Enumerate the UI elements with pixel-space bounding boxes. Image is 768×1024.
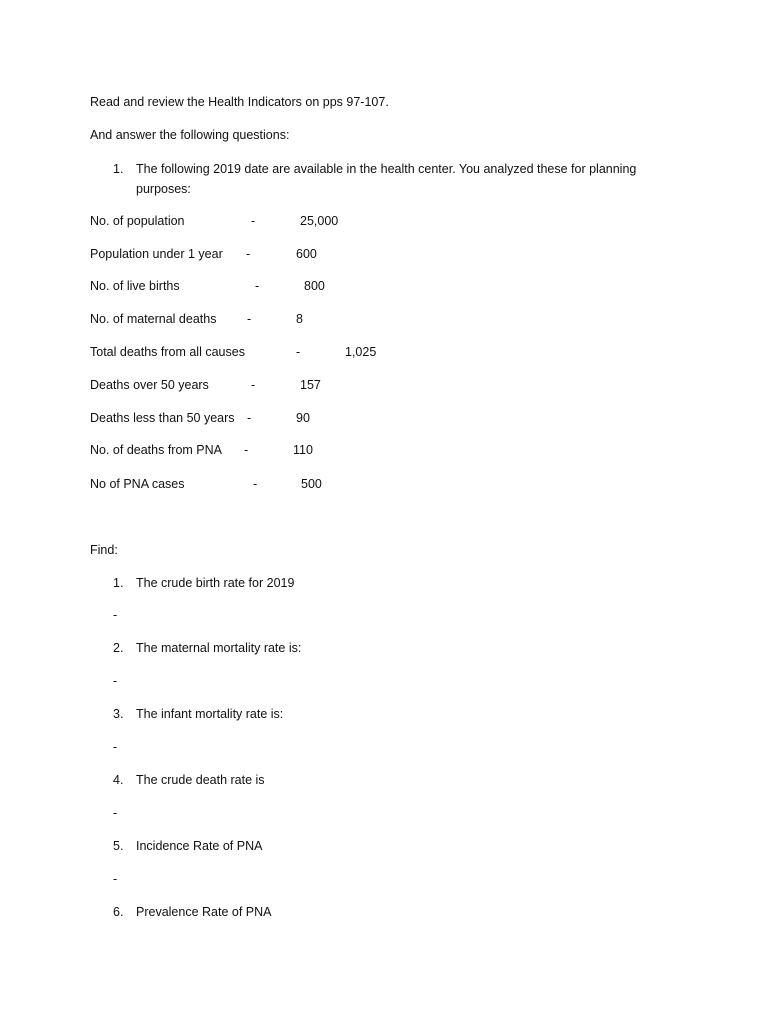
data-row-value: 1,025	[345, 345, 377, 359]
find-item-text: The infant mortality rate is:	[136, 707, 284, 721]
intro-line-1: Read and review the Health Indicators on pps 97-107.	[90, 95, 389, 109]
question-1-text-line-2: purposes:	[136, 182, 191, 196]
data-row-label: No. of deaths from PNA	[90, 443, 223, 457]
data-row-dash: -	[253, 477, 258, 491]
data-row-dash: -	[251, 214, 256, 228]
find-heading: Find:	[90, 543, 118, 557]
find-item-text: Incidence Rate of PNA	[136, 839, 263, 853]
find-item-number: 1.	[113, 576, 124, 590]
find-item-text: Prevalence Rate of PNA	[136, 905, 272, 919]
find-item-number: 2.	[113, 641, 124, 655]
data-row-label: No. of population	[90, 214, 185, 228]
data-row-value: 110	[293, 443, 313, 457]
data-row-dash: -	[296, 345, 301, 359]
data-row-value: 8	[296, 312, 303, 326]
find-item-text: The maternal mortality rate is:	[136, 641, 302, 655]
data-row-value: 90	[296, 411, 310, 425]
find-item-text: The crude birth rate for 2019	[136, 576, 295, 590]
data-row-label: Deaths less than 50 years	[90, 411, 235, 425]
data-row-dash: -	[247, 411, 252, 425]
question-1-number: 1.	[113, 162, 124, 176]
data-row-value: 157	[300, 378, 321, 392]
find-item-answer: -	[113, 740, 118, 754]
data-row-dash: -	[247, 312, 252, 326]
data-row-dash: -	[244, 443, 249, 457]
find-item-number: 4.	[113, 773, 124, 787]
data-row-dash: -	[246, 247, 251, 261]
find-item-text: The crude death rate is	[136, 773, 265, 787]
data-row-dash: -	[255, 279, 260, 293]
intro-line-2: And answer the following questions:	[90, 128, 290, 142]
find-item-number: 6.	[113, 905, 124, 919]
find-item-answer: -	[113, 674, 118, 688]
find-item-answer: -	[113, 608, 118, 622]
data-row-label: No of PNA cases	[90, 477, 185, 491]
find-item-number: 3.	[113, 707, 124, 721]
data-row-label: Total deaths from all causes	[90, 345, 245, 359]
data-row-label: Deaths over 50 years	[90, 378, 209, 392]
data-row-value: 25,000	[300, 214, 339, 228]
data-row-value: 500	[301, 477, 322, 491]
find-item-answer: -	[113, 806, 118, 820]
find-item-number: 5.	[113, 839, 124, 853]
data-row-label: No. of maternal deaths	[90, 312, 217, 326]
data-row-label: No. of live births	[90, 279, 180, 293]
data-row-value: 800	[304, 279, 325, 293]
data-row-dash: -	[251, 378, 256, 392]
data-row-label: Population under 1 year	[90, 247, 223, 261]
find-item-answer: -	[113, 872, 118, 886]
data-row-value: 600	[296, 247, 317, 261]
question-1-text-line-1: The following 2019 date are available in the health center. You analyzed these for planning	[136, 162, 637, 176]
